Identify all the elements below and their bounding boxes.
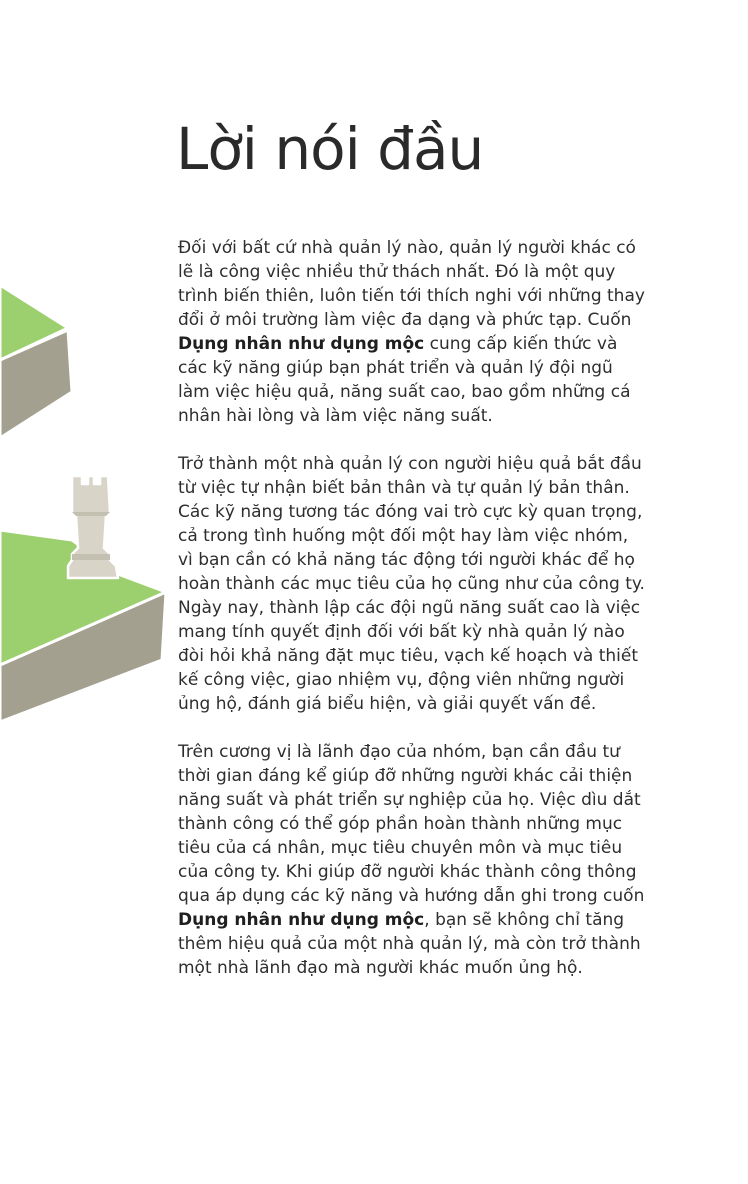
upper-platform-earth bbox=[0, 330, 72, 438]
chess-rook-icon bbox=[68, 476, 118, 578]
paragraph-2: Trở thành một nhà quản lý con người hiệu quả bắt đầu từ việc tự nhận biết bản thân và tự quản lý bản thân. Các kỹ năng tương tác đóng vai trò cực kỳ quan trọng, cả trong tình huống một đối một hay làm việc nhóm, vì bạn cần có khả năng tác động tới người khác để họ hoàn thành các mục tiêu của họ cũng như của công ty. Ngày nay, thành lập các đội ngũ năng suất cao là việc mang tính quyết định đối với bất kỳ nhà quản lý nào đòi hỏi khả năng đặt mục tiêu, vạch kế hoạch và thiết kế công việc, giao nhiệm vụ, động viên những người ủng hộ, đánh giá biểu hiện, và giải quyết vấn đề. bbox=[178, 454, 645, 714]
paragraph-3-text-end: , bạn sẽ không chỉ tăng thêm hiệu quả của một nhà quản lý, mà còn trở thành một nhà lãnh đạo mà người khác muốn ủng hộ. bbox=[178, 910, 641, 978]
book-title-bold: Dụng nhân như dụng mộc bbox=[178, 910, 425, 930]
paragraph-3-text-start: Trên cương vị là lãnh đạo của nhóm, bạn cần đầu tư thời gian đáng kể giúp đỡ những người khác cải thiện năng suất và phát triển sự nghiệp của họ. Việc dìu dắt thành công có thể góp phần hoàn thành những mục tiêu của cá nhân, mục tiêu chuyên môn và mục tiêu của công ty. Khi giúp đỡ người khác thành công thông qua áp dụng các kỹ năng và hướng dẫn ghi trong cuốn bbox=[178, 742, 645, 906]
lower-platform-earth bbox=[0, 592, 166, 722]
paragraph-1-text-end: cung cấp kiến thức và các kỹ năng giúp bạn phát triển và quản lý đội ngũ làm việc hiệu quả, năng suất cao, bao gồm những cá nhân hài lòng và làm việc năng suất. bbox=[178, 334, 631, 426]
lower-platform bbox=[0, 530, 166, 722]
paragraph-3 bbox=[178, 740, 648, 980]
page-title: Lời nói đầu bbox=[176, 115, 484, 183]
upper-platform-grass bbox=[0, 285, 68, 360]
lower-platform-grass bbox=[0, 530, 166, 665]
preface-body bbox=[178, 236, 648, 1004]
book-title-bold: Dụng nhân như dụng mộc bbox=[178, 334, 425, 354]
paragraph-1-text-start: Đối với bất cứ nhà quản lý nào, quản lý người khác có lẽ là công việc nhiều thử thách nhất. Đó là một quy trình biến thiên, luôn tiến tới thích nghi với những thay đổi ở môi trường làm việc đa dạng và phức tạp. Cuốn bbox=[178, 238, 645, 330]
paragraph-1 bbox=[178, 236, 648, 428]
upper-platform bbox=[0, 285, 72, 438]
